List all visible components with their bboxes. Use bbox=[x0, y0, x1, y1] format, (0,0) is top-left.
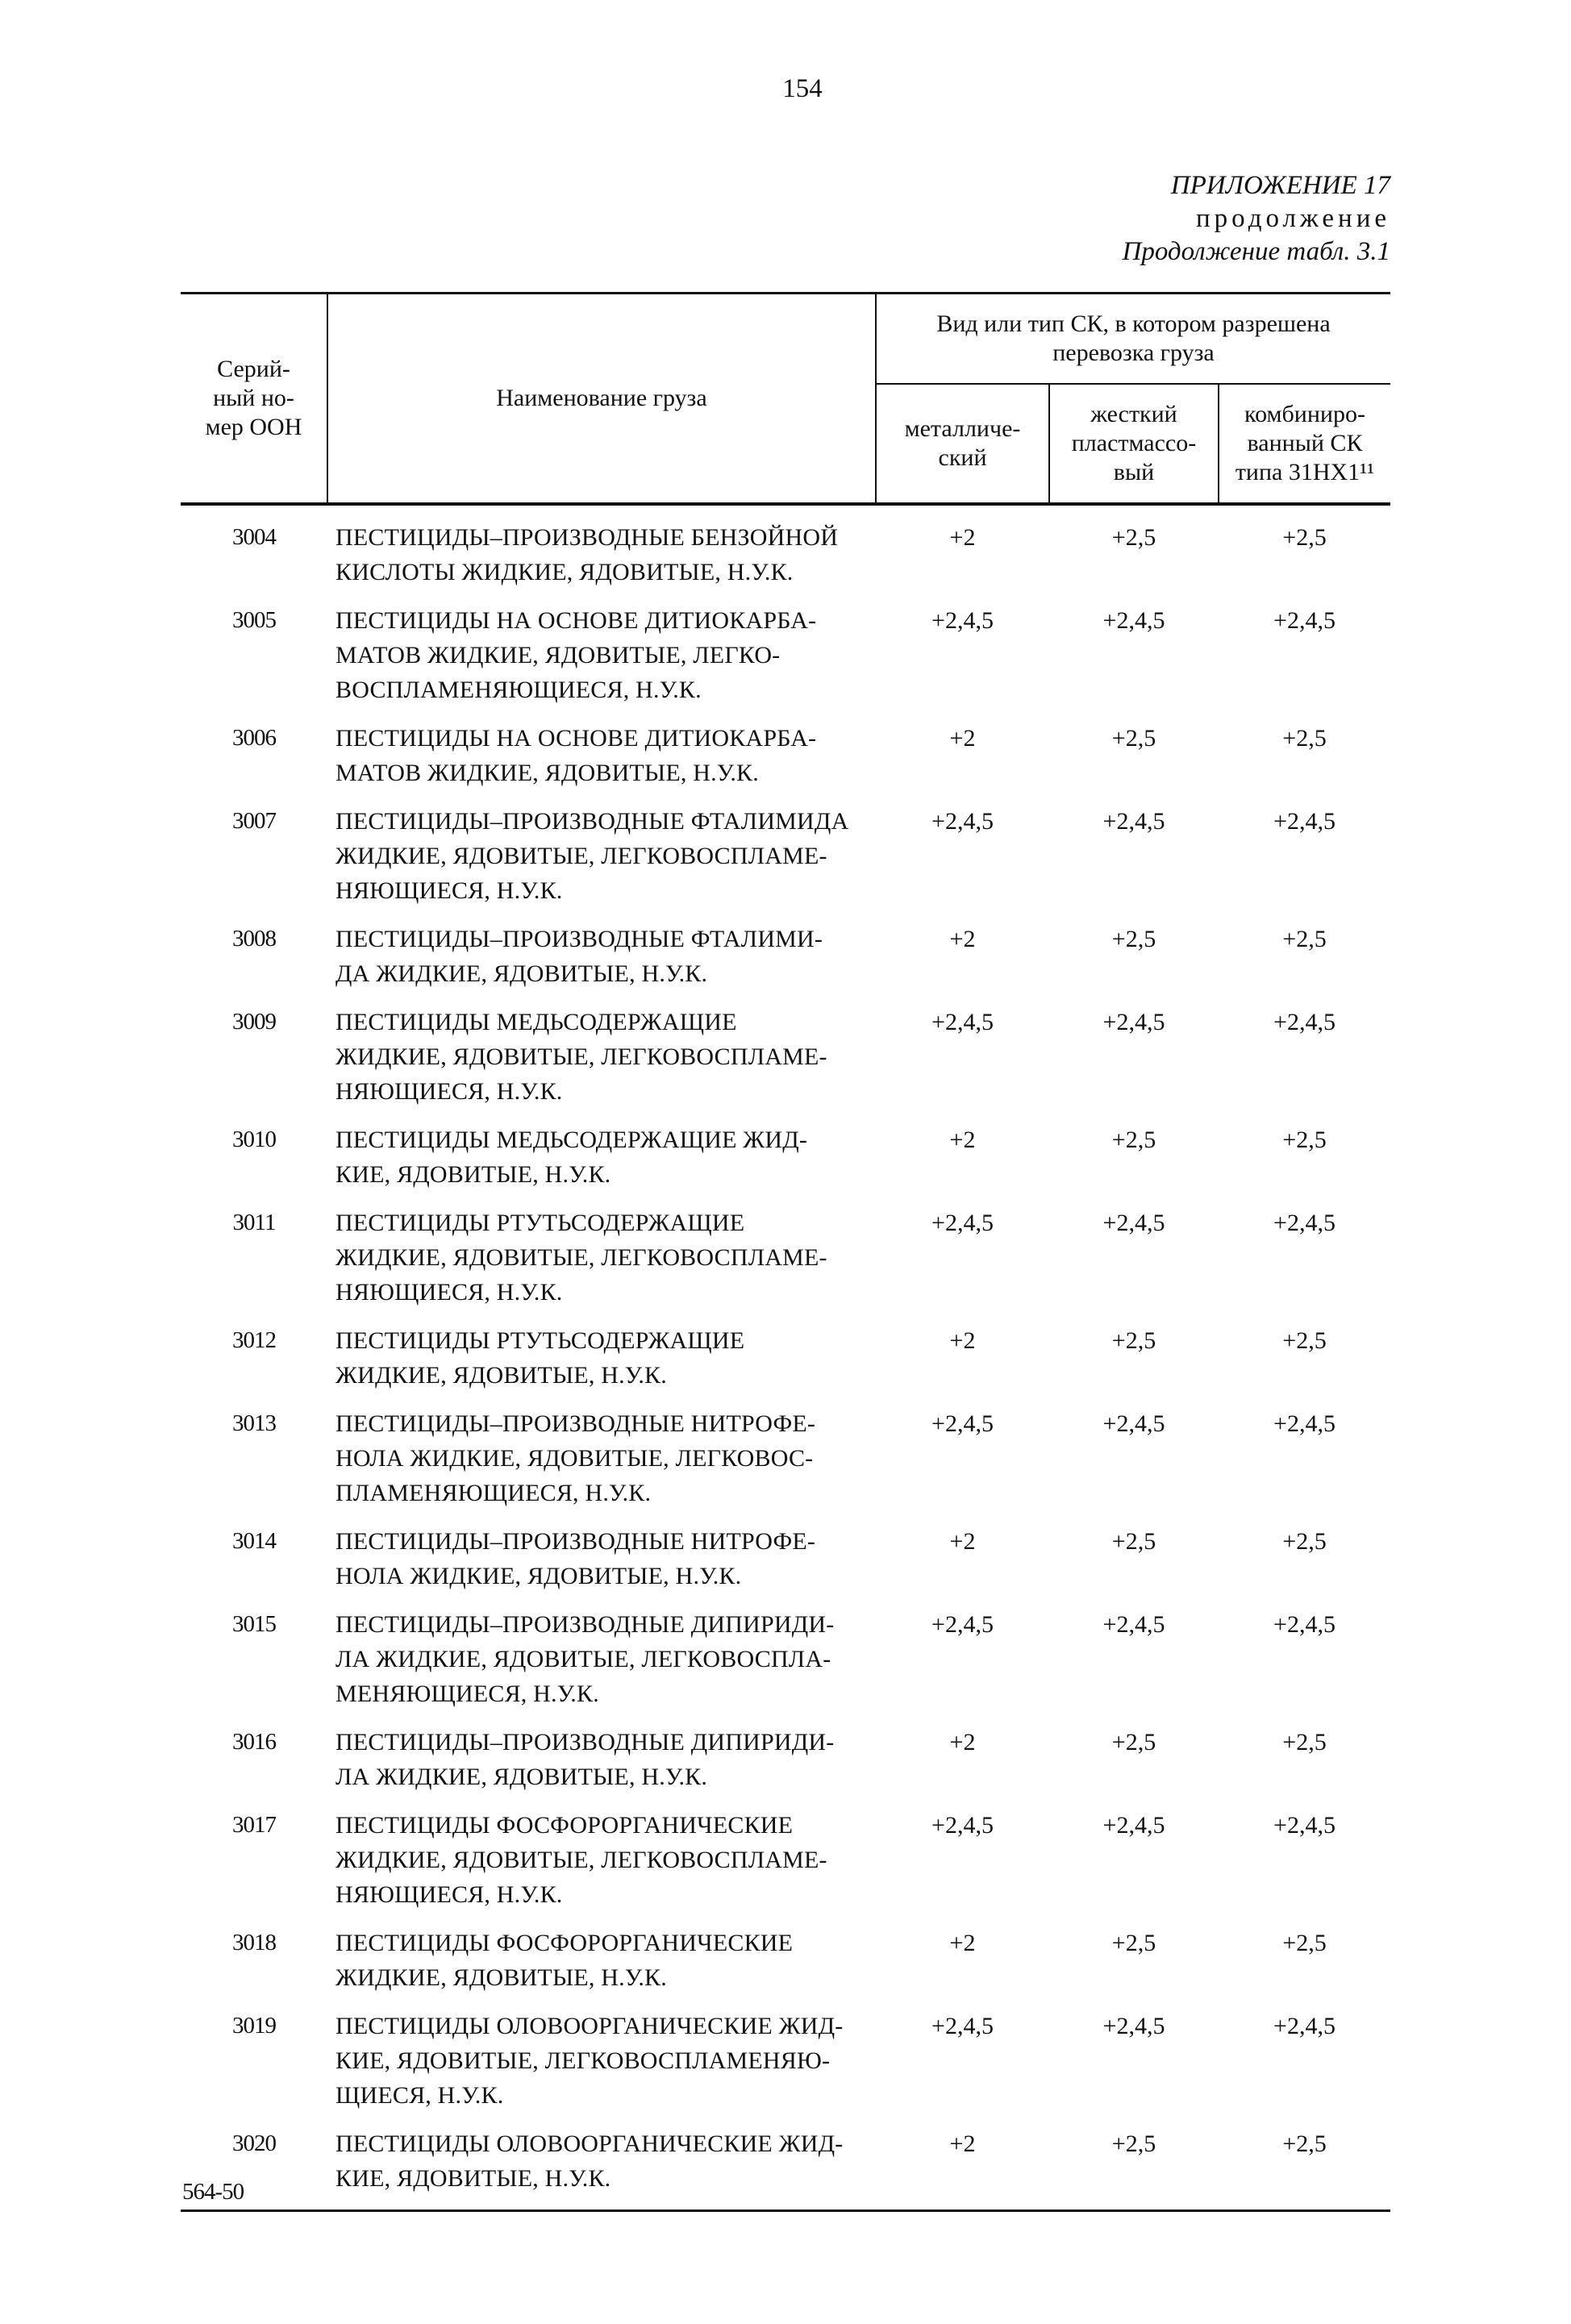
combined-value: +2,5 bbox=[1282, 1729, 1327, 1755]
table-row bbox=[181, 1524, 1390, 1607]
combined-value: +2,4,5 bbox=[1273, 1210, 1336, 1236]
combined-value: +2,4,5 bbox=[1273, 1812, 1336, 1839]
table-row bbox=[181, 1206, 1390, 1323]
metal-value: +2 bbox=[949, 1930, 976, 1956]
table-row bbox=[181, 1323, 1390, 1406]
cargo-name: ПЕСТИЦИДЫ РТУТЬСОДЕРЖАЩИЕ ЖИДКИЕ, ЯДОВИТЫЕ, Н.У.К. bbox=[335, 1327, 745, 1389]
un-number: 3004 bbox=[232, 524, 276, 550]
combined-value: +2,5 bbox=[1282, 725, 1327, 752]
cargo-name: ПЕСТИЦИДЫ НА ОСНОВЕ ДИТИОКАРБА- МАТОВ ЖИДКИЕ, ЯДОВИТЫЕ, Н.У.К. bbox=[335, 725, 817, 786]
table-row bbox=[181, 922, 1390, 1005]
cargo-name: ПЕСТИЦИДЫ НА ОСНОВЕ ДИТИОКАРБА- МАТОВ ЖИДКИЕ, ЯДОВИТЫЕ, ЛЕГКО- ВОСПЛАМЕНЯЮЩИЕСЯ, Н.У.К. bbox=[335, 607, 817, 703]
metal-value: +2,4,5 bbox=[931, 1210, 994, 1236]
table-row bbox=[181, 1406, 1390, 1524]
header-metal: металличе- ский bbox=[876, 384, 1049, 504]
rigid-plastic-value: +2,5 bbox=[1111, 1930, 1156, 1956]
metal-value: +2,4,5 bbox=[931, 607, 994, 634]
combined-value: +2,4,5 bbox=[1273, 607, 1336, 634]
rigid-plastic-value: +2,4,5 bbox=[1102, 1812, 1165, 1839]
metal-value: +2 bbox=[949, 524, 976, 551]
rigid-plastic-value: +2,5 bbox=[1111, 1327, 1156, 1354]
page-number: 154 bbox=[782, 74, 823, 103]
combined-value: +2,5 bbox=[1282, 2130, 1327, 2157]
table-row bbox=[181, 1926, 1390, 2009]
metal-value: +2 bbox=[949, 1729, 976, 1755]
metal-value: +2 bbox=[949, 2130, 976, 2157]
metal-value: +2 bbox=[949, 1528, 976, 1555]
rigid-plastic-value: +2,4,5 bbox=[1102, 1410, 1165, 1437]
un-number: 3009 bbox=[232, 1009, 276, 1035]
rigid-plastic-value: +2,5 bbox=[1111, 926, 1156, 952]
cargo-name: ПЕСТИЦИДЫ ОЛОВООРГАНИЧЕСКИЕ ЖИД- КИЕ, ЯДОВИТЫЕ, ЛЕГКОВОСПЛАМЕНЯЮ- ЩИЕСЯ, Н.У.К. bbox=[335, 2013, 844, 2109]
cargo-name: ПЕСТИЦИДЫ–ПРОИЗВОДНЫЕ ДИПИРИДИ- ЛА ЖИДКИЕ, ЯДОВИТЫЕ, ЛЕГКОВОСПЛА- МЕНЯЮЩИЕСЯ, Н.У.К. bbox=[335, 1611, 835, 1707]
header-combined: комбиниро- ванный СК типа 31НХ1¹¹ bbox=[1219, 384, 1390, 504]
table-row bbox=[181, 1122, 1390, 1206]
rigid-plastic-value: +2,5 bbox=[1111, 524, 1156, 551]
rigid-plastic-value: +2,5 bbox=[1111, 1528, 1156, 1555]
table-row bbox=[181, 504, 1390, 603]
combined-value: +2,4,5 bbox=[1273, 808, 1336, 835]
combined-value: +2,5 bbox=[1282, 1930, 1327, 1956]
un-number: 3014 bbox=[232, 1528, 276, 1554]
cargo-name: ПЕСТИЦИДЫ ОЛОВООРГАНИЧЕСКИЕ ЖИД- КИЕ, ЯДОВИТЫЕ, Н.У.К. bbox=[335, 2130, 844, 2192]
metal-value: +2 bbox=[949, 725, 976, 752]
cargo-name: ПЕСТИЦИДЫ ФОСФОРОРГАНИЧЕСКИЕ ЖИДКИЕ, ЯДОВИТЫЕ, ЛЕГКОВОСПЛАМЕ- НЯЮЩИЕСЯ, Н.У.К. bbox=[335, 1812, 827, 1908]
rigid-plastic-value: +2,5 bbox=[1111, 1729, 1156, 1755]
table-row bbox=[181, 1607, 1390, 1725]
table-row bbox=[181, 721, 1390, 804]
un-number: 3010 bbox=[232, 1127, 276, 1152]
table-header bbox=[181, 294, 1390, 505]
cargo-table bbox=[181, 292, 1390, 2212]
cargo-name: ПЕСТИЦИДЫ–ПРОИЗВОДНЫЕ ФТАЛИМИ- ДА ЖИДКИЕ, ЯДОВИТЫЕ, Н.У.К. bbox=[335, 926, 823, 987]
header-rigid-plastic: жесткий пластмассо- вый bbox=[1049, 384, 1219, 504]
combined-value: +2,4,5 bbox=[1273, 2013, 1336, 2039]
rigid-plastic-value: +2,5 bbox=[1111, 1127, 1156, 1153]
rigid-plastic-value: +2,4,5 bbox=[1102, 808, 1165, 835]
appendix-heading bbox=[1123, 169, 1390, 269]
un-number: 3005 bbox=[232, 607, 276, 633]
combined-value: +2,4,5 bbox=[1273, 1410, 1336, 1437]
table-row bbox=[181, 1808, 1390, 1926]
un-number: 3011 bbox=[232, 1210, 276, 1235]
un-number: 3019 bbox=[232, 2013, 276, 2039]
cargo-name: ПЕСТИЦИДЫ–ПРОИЗВОДНЫЕ ДИПИРИДИ- ЛА ЖИДКИЕ, ЯДОВИТЫЕ, Н.У.К. bbox=[335, 1729, 835, 1790]
metal-value: +2 bbox=[949, 926, 976, 952]
table-row bbox=[181, 603, 1390, 721]
table-row bbox=[181, 1725, 1390, 1808]
header-serial-number: Серий- ный но- мер ООН bbox=[181, 294, 327, 505]
rigid-plastic-value: +2,4,5 bbox=[1102, 1009, 1165, 1035]
cargo-name: ПЕСТИЦИДЫ–ПРОИЗВОДНЫЕ НИТРОФЕ- НОЛА ЖИДКИЕ, ЯДОВИТЫЕ, Н.У.К. bbox=[335, 1528, 816, 1589]
un-number: 3020 bbox=[232, 2130, 276, 2156]
metal-value: +2,4,5 bbox=[931, 1410, 994, 1437]
table-row bbox=[181, 1005, 1390, 1122]
header-cargo-name: Наименование груза bbox=[327, 294, 876, 505]
metal-value: +2,4,5 bbox=[931, 1611, 994, 1638]
cargo-name: ПЕСТИЦИДЫ МЕДЬСОДЕРЖАЩИЕ ЖИД- КИЕ, ЯДОВИТЫЕ, Н.У.К. bbox=[335, 1127, 808, 1188]
rigid-plastic-value: +2,4,5 bbox=[1102, 607, 1165, 634]
un-number: 3007 bbox=[232, 808, 276, 834]
combined-value: +2,5 bbox=[1282, 1327, 1327, 1354]
cargo-name: ПЕСТИЦИДЫ–ПРОИЗВОДНЫЕ НИТРОФЕ- НОЛА ЖИДКИЕ, ЯДОВИТЫЕ, ЛЕГКОВОС- ПЛАМЕНЯЮЩИЕСЯ, Н.У.К. bbox=[335, 1410, 816, 1506]
rigid-plastic-value: +2,5 bbox=[1111, 725, 1156, 752]
table-row bbox=[181, 804, 1390, 922]
combined-value: +2,4,5 bbox=[1273, 1009, 1336, 1035]
rigid-plastic-value: +2,5 bbox=[1111, 2130, 1156, 2157]
metal-value: +2 bbox=[949, 1327, 976, 1354]
un-number: 3018 bbox=[232, 1930, 276, 1955]
un-number: 3012 bbox=[232, 1327, 276, 1353]
combined-value: +2,5 bbox=[1282, 1127, 1327, 1153]
table-row bbox=[181, 2009, 1390, 2126]
table-body bbox=[181, 504, 1390, 2211]
table-reference: Продолжение табл. 3.1 bbox=[1122, 237, 1390, 266]
combined-value: +2,5 bbox=[1282, 1528, 1327, 1555]
un-number: 3017 bbox=[232, 1812, 276, 1838]
un-number: 3008 bbox=[232, 926, 276, 952]
combined-value: +2,5 bbox=[1282, 524, 1327, 551]
header-container-type-group: Вид или тип СК, в котором разрешена перевозка груза bbox=[876, 294, 1390, 385]
cargo-name: ПЕСТИЦИДЫ РТУТЬСОДЕРЖАЩИЕ ЖИДКИЕ, ЯДОВИТЫЕ, ЛЕГКОВОСПЛАМЕ- НЯЮЩИЕСЯ, Н.У.К. bbox=[335, 1210, 827, 1306]
cargo-name: ПЕСТИЦИДЫ ФОСФОРОРГАНИЧЕСКИЕ ЖИДКИЕ, ЯДОВИТЫЕ, Н.У.К. bbox=[335, 1930, 794, 1991]
metal-value: +2,4,5 bbox=[931, 1009, 994, 1035]
table-row bbox=[181, 2126, 1390, 2211]
footer-code: 564-50 bbox=[182, 2179, 244, 2205]
cargo-name: ПЕСТИЦИДЫ–ПРОИЗВОДНЫЕ ФТАЛИМИДА ЖИДКИЕ, ЯДОВИТЫЕ, ЛЕГКОВОСПЛАМЕ- НЯЮЩИЕСЯ, Н.У.К. bbox=[335, 808, 849, 904]
cargo-name: ПЕСТИЦИДЫ–ПРОИЗВОДНЫЕ БЕНЗОЙНОЙ КИСЛОТЫ ЖИДКИЕ, ЯДОВИТЫЕ, Н.У.К. bbox=[335, 524, 839, 585]
rigid-plastic-value: +2,4,5 bbox=[1102, 2013, 1165, 2039]
metal-value: +2,4,5 bbox=[931, 1812, 994, 1839]
metal-value: +2,4,5 bbox=[931, 808, 994, 835]
appendix-continuation: продолжение bbox=[1195, 204, 1390, 233]
rigid-plastic-value: +2,4,5 bbox=[1102, 1210, 1165, 1236]
un-number: 3006 bbox=[232, 725, 276, 751]
combined-value: +2,4,5 bbox=[1273, 1611, 1336, 1638]
cargo-name: ПЕСТИЦИДЫ МЕДЬСОДЕРЖАЩИЕ ЖИДКИЕ, ЯДОВИТЫЕ, ЛЕГКОВОСПЛАМЕ- НЯЮЩИЕСЯ, Н.У.К. bbox=[335, 1009, 827, 1105]
metal-value: +2 bbox=[949, 1127, 976, 1153]
un-number: 3015 bbox=[232, 1611, 276, 1637]
metal-value: +2,4,5 bbox=[931, 2013, 994, 2039]
appendix-title: ПРИЛОЖЕНИЕ 17 bbox=[1170, 171, 1390, 200]
rigid-plastic-value: +2,4,5 bbox=[1102, 1611, 1165, 1638]
un-number: 3016 bbox=[232, 1729, 276, 1755]
un-number: 3013 bbox=[232, 1410, 276, 1436]
combined-value: +2,5 bbox=[1282, 926, 1327, 952]
